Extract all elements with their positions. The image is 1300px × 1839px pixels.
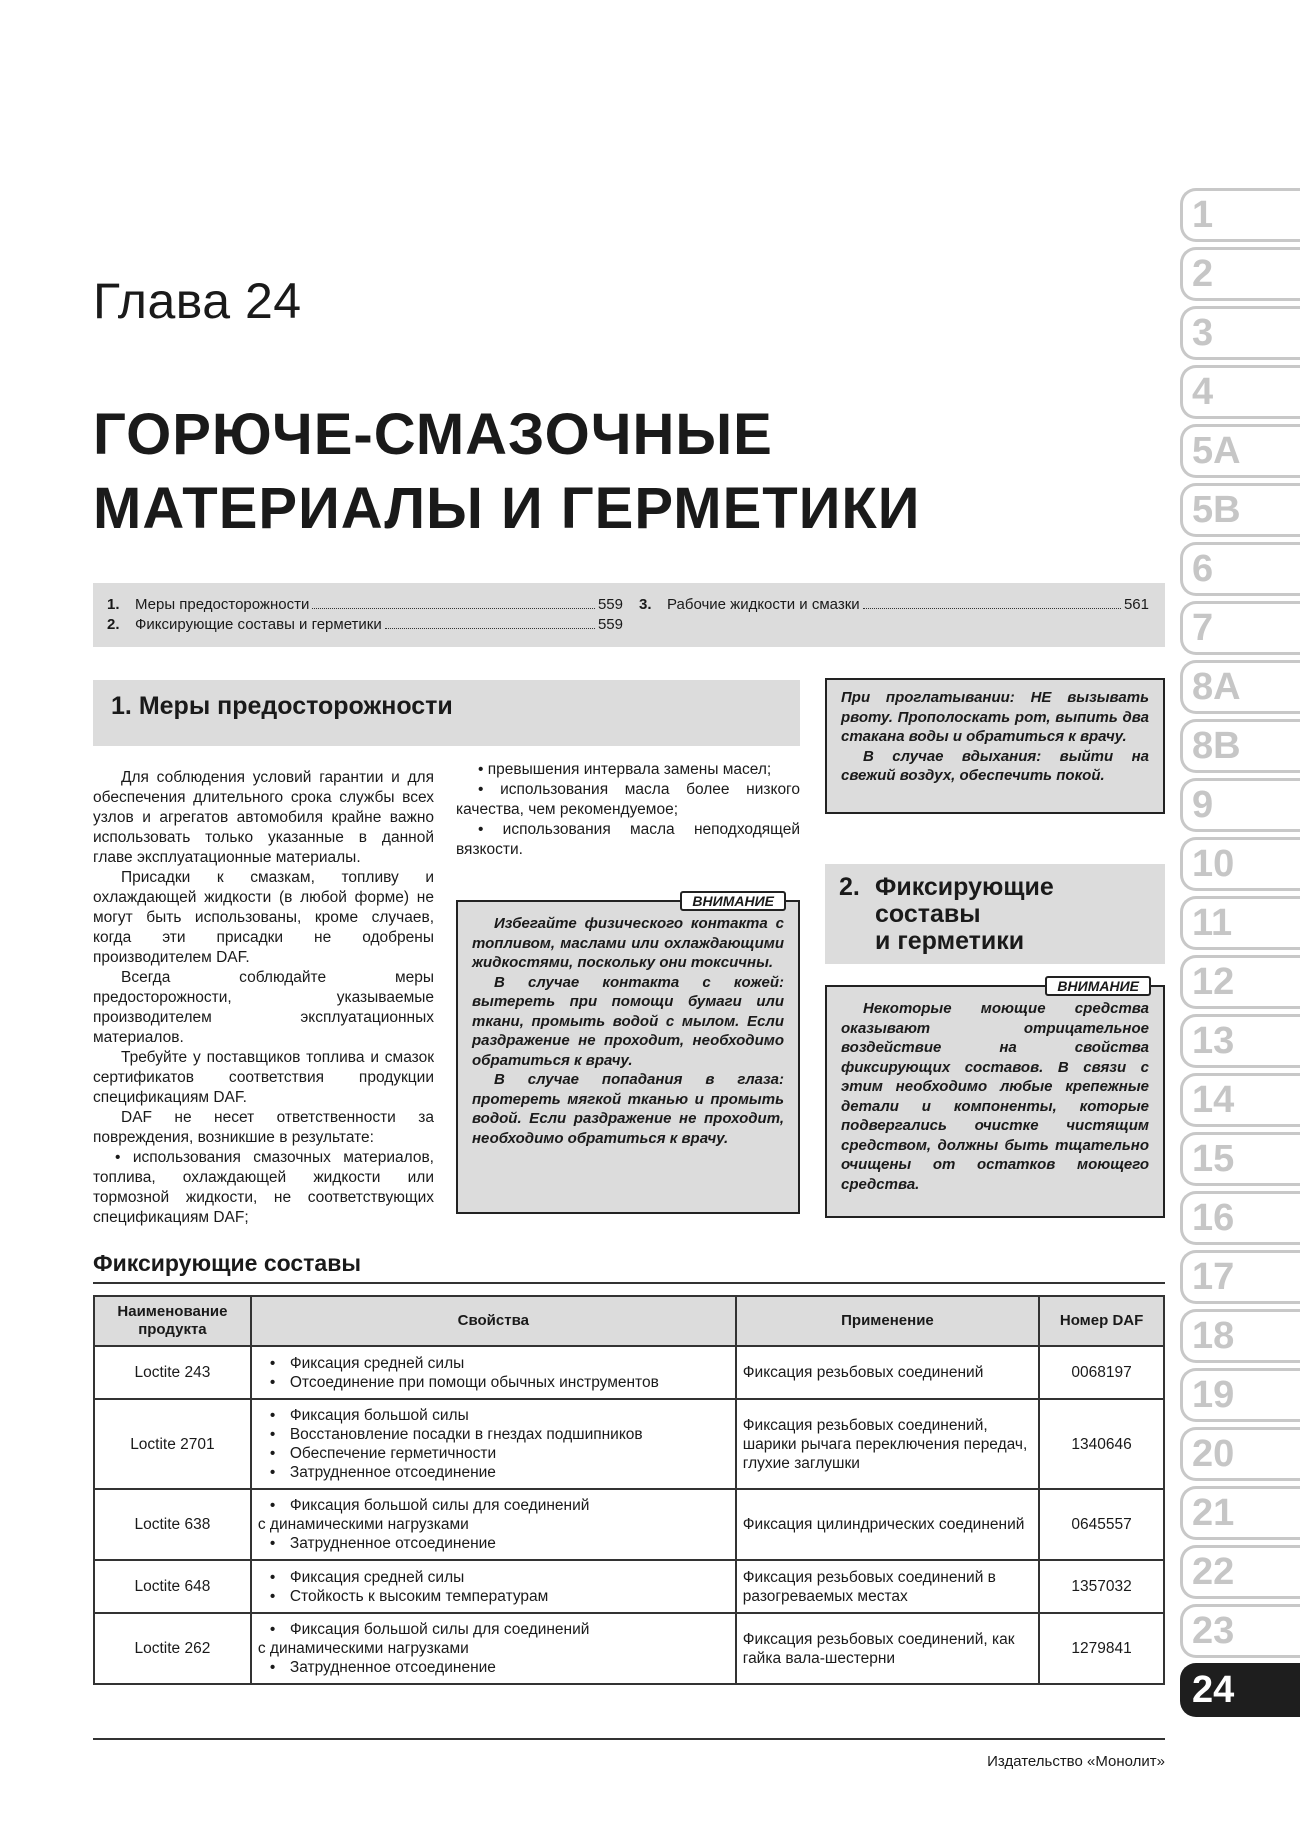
table-header-row [94, 1296, 1164, 1346]
warning-text: В случае попадания в глаза: протереть мягкой тканью и промыть водой. Если раздражение не проходит, необходимо обратиться к врачу. [472, 1071, 784, 1147]
chapter-tab-label: 17 [1192, 1256, 1235, 1298]
table-title: Фиксирующие составы [93, 1250, 361, 1276]
chapter-tab[interactable] [1180, 1366, 1300, 1425]
toc-entry-page: 561 [1123, 596, 1149, 613]
chapter-tab[interactable] [1180, 1248, 1300, 1307]
toc-entry[interactable] [107, 595, 623, 615]
property-item: • Восстановление посадки в гнездах подшипников [258, 1425, 729, 1444]
bullet-item: • использования смазочных материалов, топлива, охлаждающей жидкости или тормозной жидкости, не соответствующих спецификациям DAF; [93, 1149, 434, 1226]
chapter-tab-label: 12 [1192, 961, 1235, 1003]
product-properties [251, 1399, 736, 1489]
chapter-tab[interactable] [1180, 953, 1300, 1012]
section-2-heading [825, 864, 1165, 964]
chapter-tab[interactable] [1180, 658, 1300, 717]
column-header-properties: Свойства [251, 1296, 736, 1346]
chapter-tab[interactable] [1180, 1130, 1300, 1189]
property-item: • Отсоединение при помощи обычных инструментов [258, 1373, 729, 1392]
daf-number: 0645557 [1039, 1489, 1164, 1560]
note-text: В случае вдыхания: выйти на свежий воздух, обеспечить покой. [841, 747, 1149, 784]
chapter-tab[interactable] [1180, 540, 1300, 599]
chapter-tab-label: 24 [1192, 1669, 1235, 1711]
warning-tag: ВНИМАНИЕ [680, 891, 786, 911]
toc-entry-number: 2. [107, 616, 120, 633]
chapter-tab-label: 20 [1192, 1433, 1235, 1475]
product-properties [251, 1613, 736, 1684]
chapter-tab[interactable] [1180, 894, 1300, 953]
warning-box-toxic [456, 893, 800, 1214]
warning-text: Избегайте физического контакта с топливом, маслами или охлаждающими жидкостями, поскольку они токсичны. [472, 915, 784, 971]
section-1-heading [93, 680, 800, 746]
chapter-tab[interactable] [1180, 776, 1300, 835]
table-row [94, 1560, 1164, 1613]
chapter-tab[interactable] [1180, 1484, 1300, 1543]
table-row [94, 1489, 1164, 1560]
footer-divider [93, 1738, 1165, 1740]
toc-entry[interactable] [639, 595, 1149, 615]
chapter-tab-label: 13 [1192, 1020, 1235, 1062]
warning-text: В случае контакта с кожей: вытереть при помощи бумаги или ткани, промыть водой с мылом. Если раздражение не проходит, необходимо обратиться к врачу. [472, 973, 784, 1069]
property-item-continuation: с динамическими нагрузками [257, 1516, 469, 1533]
product-properties [251, 1489, 736, 1560]
toc-dot-leader [863, 608, 1121, 609]
chapter-tab[interactable] [1180, 835, 1300, 894]
chapter-tab[interactable] [1180, 1307, 1300, 1366]
daf-number: 1340646 [1039, 1399, 1164, 1489]
column-header-daf-number: Номер DAF [1039, 1296, 1164, 1346]
chapter-tab-label: 4 [1192, 371, 1214, 413]
column-header-application: Применение [736, 1296, 1039, 1346]
warning-tag: ВНИМАНИЕ [1045, 976, 1151, 996]
section-title: составы [875, 900, 981, 928]
section-1-column-1 [93, 768, 434, 1228]
table-of-contents [93, 583, 1165, 647]
property-item: • Фиксация большой силы для соединений [258, 1496, 729, 1515]
table-row [94, 1613, 1164, 1684]
paragraph: Присадки к смазкам, топливу и охлаждающей жидкости (в любой форме) не могут быть использованы, кроме случаев, когда эти присадки не одобрены производителем DAF. [93, 869, 434, 966]
property-item: • Фиксация средней силы [258, 1354, 729, 1373]
chapter-tab[interactable] [1180, 1543, 1300, 1602]
product-name: Loctite 243 [94, 1346, 251, 1399]
chapter-tab[interactable] [1180, 1189, 1300, 1248]
property-item: • Фиксация большой силы для соединений [258, 1620, 729, 1639]
chapter-tab-label: 11 [1192, 902, 1233, 944]
product-properties [251, 1346, 736, 1399]
toc-entry-page: 559 [597, 616, 623, 633]
property-item: • Затрудненное отсоединение [258, 1658, 729, 1677]
chapter-tab-label: 8B [1192, 725, 1241, 767]
product-properties [251, 1560, 736, 1613]
chapter-tab-label: 5B [1192, 489, 1241, 531]
property-item: • Фиксация большой силы [258, 1406, 729, 1425]
daf-number: 1279841 [1039, 1613, 1164, 1684]
section-number: 2. [839, 873, 860, 901]
chapter-tab[interactable] [1180, 1071, 1300, 1130]
toc-entry-number: 1. [107, 596, 120, 613]
toc-entry-label: Рабочие жидкости и смазки [667, 596, 860, 613]
chapter-tab-label: 15 [1192, 1138, 1235, 1180]
product-name: Loctite 2701 [94, 1399, 251, 1489]
note-box-ingestion [825, 678, 1165, 814]
chapter-tab-label: 22 [1192, 1551, 1235, 1593]
chapter-tab[interactable] [1180, 245, 1300, 304]
chapter-tab-label: 18 [1192, 1315, 1235, 1357]
header-text: Наименование [117, 1303, 228, 1320]
chapter-tab[interactable] [1180, 599, 1300, 658]
section-title: и герметики [875, 927, 1025, 955]
chapter-tab[interactable] [1180, 1661, 1300, 1720]
chapter-title-line: ГОРЮЧЕ-СМАЗОЧНЫЕ [93, 402, 773, 467]
chapter-tab-label: 9 [1192, 784, 1214, 826]
daf-number: 1357032 [1039, 1560, 1164, 1613]
chapter-tab[interactable] [1180, 363, 1300, 422]
warning-box-cleaners [825, 978, 1165, 1218]
product-application: Фиксация резьбовых соединений в разогреваемых местах [736, 1560, 1039, 1613]
property-item: • Затрудненное отсоединение [258, 1463, 729, 1482]
chapter-tab[interactable] [1180, 481, 1300, 540]
divider [93, 1282, 1165, 1284]
chapter-tab-label: 10 [1192, 843, 1235, 885]
product-name: Loctite 638 [94, 1489, 251, 1560]
chapter-tab[interactable] [1180, 304, 1300, 363]
chapter-tab-label: 19 [1192, 1374, 1235, 1416]
chapter-tab[interactable] [1180, 1012, 1300, 1071]
chapter-tab-label: 14 [1192, 1079, 1235, 1121]
chapter-tab[interactable] [1180, 1425, 1300, 1484]
paragraph: Всегда соблюдайте меры предосторожности, указываемые производителем эксплуатационных материалов. [93, 969, 434, 1046]
chapter-tab[interactable] [1180, 422, 1300, 481]
table-row [94, 1346, 1164, 1399]
publisher-name: Издательство «Монолит» [987, 1753, 1165, 1770]
column-header-name [94, 1296, 251, 1346]
daf-number: 0068197 [1039, 1346, 1164, 1399]
chapter-tab-label: 23 [1192, 1610, 1235, 1652]
chapter-tab-label: 2 [1192, 253, 1214, 295]
bullet-item: • использования масла более низкого качества, чем рекомендуемое; [456, 781, 800, 818]
property-item: • Фиксация средней силы [258, 1568, 729, 1587]
property-item: • Обеспечение герметичности [258, 1444, 729, 1463]
bullet-item: • превышения интервала замены масел; [478, 761, 772, 778]
header-text: продукта [138, 1321, 207, 1338]
paragraph: Требуйте у поставщиков топлива и смазок сертификатов соответствия продукции спецификациям DAF. [93, 1049, 434, 1106]
chapter-tab-label: 1 [1192, 194, 1214, 236]
chapter-tab[interactable] [1180, 1602, 1300, 1661]
section-title: Меры предосторожности [138, 692, 453, 720]
chapter-tab[interactable] [1180, 717, 1300, 776]
product-application: Фиксация цилиндрических соединений [736, 1489, 1039, 1560]
product-application: Фиксация резьбовых соединений, как гайка вала-шестерни [736, 1613, 1039, 1684]
chapter-title [93, 398, 920, 546]
chapter-tab-label: 5A [1192, 430, 1241, 472]
note-text: При проглатывании: НЕ вызывать рвоту. Прополоскать рот, выпить два стакана воды и обратиться к врачу. [841, 689, 1149, 745]
chapter-tab-label: 21 [1192, 1492, 1235, 1534]
toc-dot-leader [312, 608, 595, 609]
chapter-tab-label: 8A [1192, 666, 1241, 708]
chapter-tabs [1180, 186, 1300, 1720]
section-title: Фиксирующие [875, 873, 1054, 901]
section-1-column-2 [456, 760, 800, 860]
toc-entry-page: 559 [597, 596, 623, 613]
toc-entry-label: Меры предосторожности [135, 596, 310, 613]
property-item: • Стойкость к высоким температурам [258, 1587, 729, 1606]
property-item: • Затрудненное отсоединение [258, 1534, 729, 1553]
product-application: Фиксация резьбовых соединений [736, 1346, 1039, 1399]
toc-dot-leader [385, 628, 595, 629]
toc-entry-label: Фиксирующие составы и герметики [135, 616, 382, 633]
paragraph: DAF не несет ответственности за повреждения, возникшие в результате: [93, 1109, 434, 1146]
chapter-label: Глава 24 [93, 273, 302, 329]
property-item-continuation: с динамическими нагрузками [257, 1640, 469, 1657]
chapter-tab-label: 6 [1192, 548, 1214, 590]
chapter-title-line: МАТЕРИАЛЫ И ГЕРМЕТИКИ [93, 476, 921, 541]
paragraph: Для соблюдения условий гарантии и для обеспечения длительного срока службы всех узлов и агрегатов автомобиля крайне важно использовать только указанные в данной главе эксплуатационные материалы. [93, 769, 434, 866]
fixing-compounds-table [93, 1295, 1165, 1685]
section-number: 1. [111, 692, 132, 720]
chapter-tab-label: 16 [1192, 1197, 1235, 1239]
toc-entry[interactable] [107, 615, 623, 635]
chapter-tab[interactable] [1180, 186, 1300, 245]
product-name: Loctite 262 [94, 1613, 251, 1684]
warning-text: Некоторые моющие средства оказывают отрицательное воздействие на свойства фиксирующих составов. В связи с этим необходимо любые крепежные детали и компоненты, которые подвергались очистке чистящим средством, должны быть тщательно очищены от остатков моющего средства. [841, 1000, 1149, 1193]
table-row [94, 1399, 1164, 1489]
chapter-tab-label: 7 [1192, 607, 1214, 649]
chapter-tab-label: 3 [1192, 312, 1214, 354]
product-name: Loctite 648 [94, 1560, 251, 1613]
bullet-item: • использования масла неподходящей вязкости. [456, 821, 800, 858]
toc-entry-number: 3. [639, 596, 652, 613]
product-application: Фиксация резьбовых соединений, шарики рычага переключения передач, глухие заглушки [736, 1399, 1039, 1489]
